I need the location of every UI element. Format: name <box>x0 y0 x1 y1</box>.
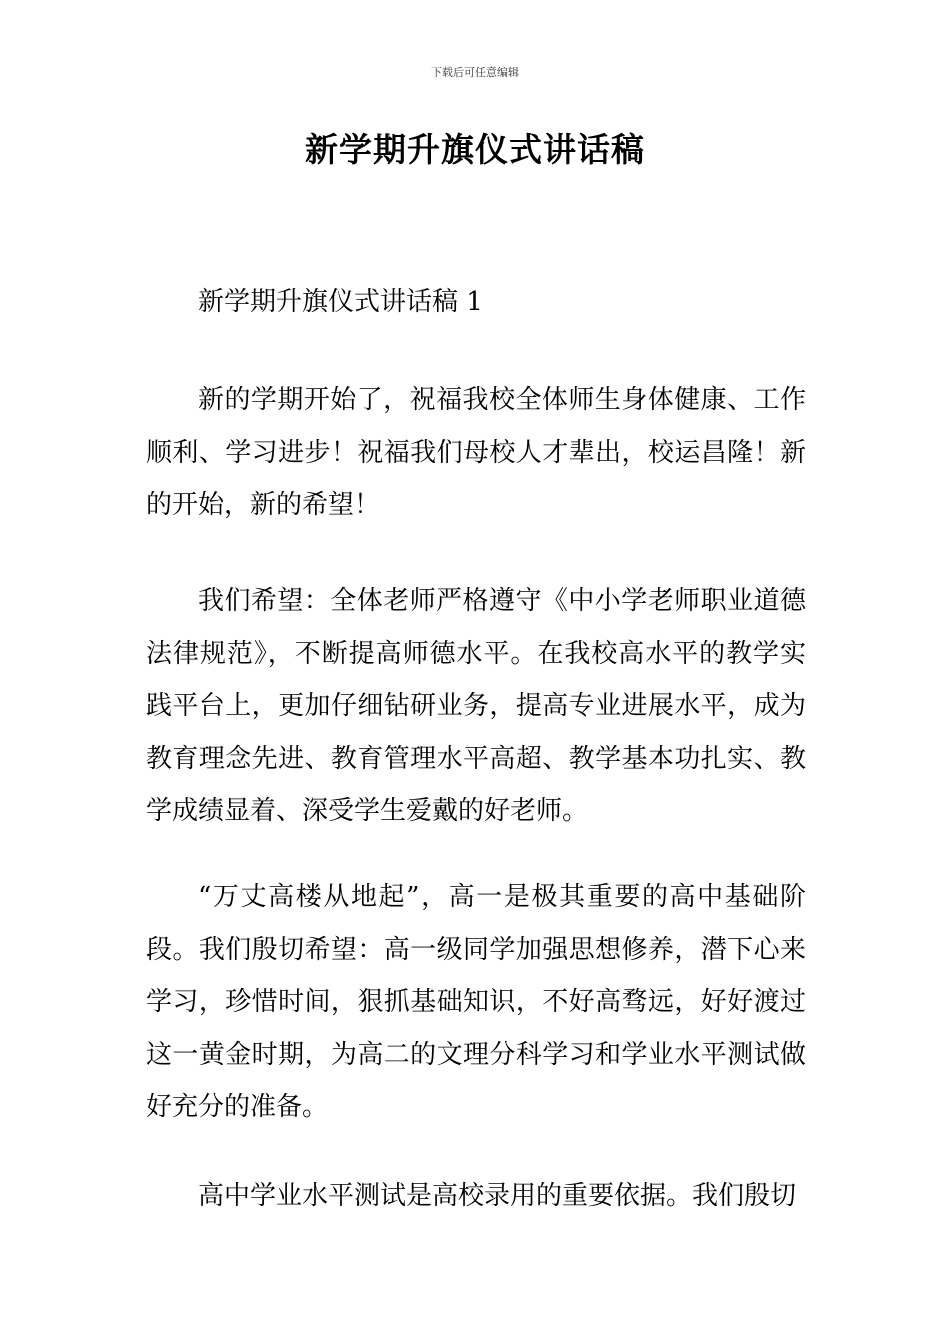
paragraph-2: 我们希望：全体老师严格遵守《中小学老师职业道德法律规范》，不断提高师德水平。在我校高水平的教学实践平台上，更加仔细钻研业务，提高专业进展水平，成为教育理念先进、教育管理水平高超、教学基本功扎实、教学成绩显着、深受学生爱戴的好老师。 <box>146 586 806 827</box>
paragraph-1: 新的学期开始了，祝福我校全体师生身体健康、工作顺利、学习进步！祝福我们母校人才辈出，校运昌隆！新的开始，新的希望！ <box>146 385 806 521</box>
paragraph-3: “万丈高楼从地起”，高一是极其重要的高中基础阶段。我们殷切希望：高一级同学加强思想修养，潜下心来学习，珍惜时间，狠抓基础知识，不好高骛远，好好渡过这一黄金时期，为高二的文理分科学习和学业水平测试做好充分的准备。 <box>146 882 806 1123</box>
paragraph-4: 高中学业水平测试是高校录用的重要依据。我们殷切 <box>198 1181 797 1211</box>
document-title: 新学期升旗仪式讲话稿 <box>305 130 645 169</box>
header-note: 下载后可任意编辑 <box>431 66 519 79</box>
section-heading: 新学期升旗仪式讲话稿 1 <box>198 287 483 317</box>
